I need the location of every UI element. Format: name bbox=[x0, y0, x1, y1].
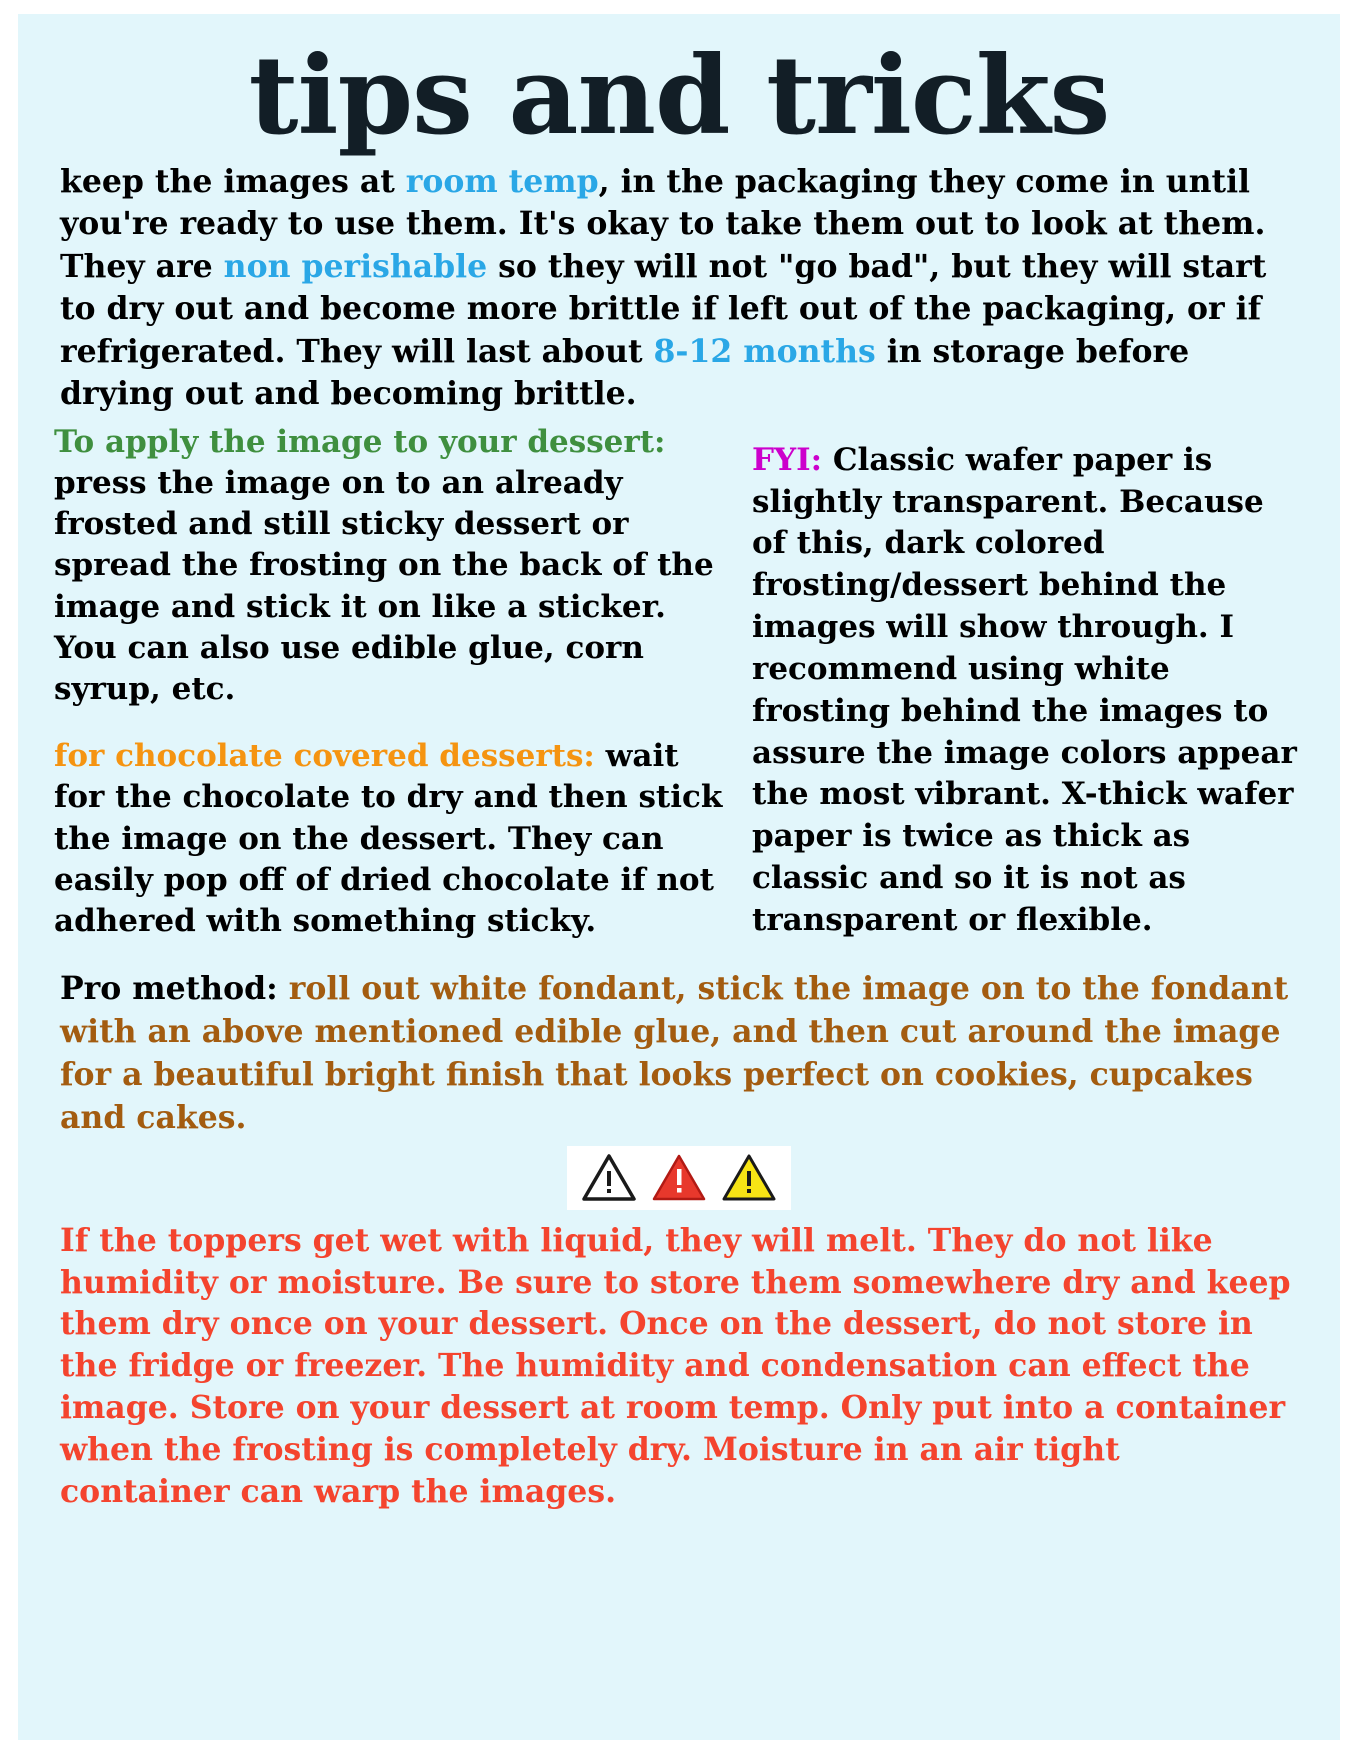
warning-icon-row bbox=[54, 1146, 1304, 1210]
warning-triangle-yellow-icon bbox=[721, 1152, 777, 1204]
apply-heading: To apply the image to your dessert: bbox=[54, 423, 666, 460]
chocolate-body: wait for the chocolate to dry and then stick the image on the dessert. They can easily pop off of dried chocolate if not adhered with something sticky. bbox=[54, 738, 723, 940]
right-column bbox=[752, 422, 1304, 946]
intro-text-1: keep the images at bbox=[60, 162, 406, 200]
tips-and-tricks-card bbox=[18, 14, 1340, 1740]
page-title: tips and tricks bbox=[248, 33, 1110, 159]
pro-method-paragraph bbox=[54, 968, 1304, 1139]
warning-triangle-red-icon bbox=[651, 1152, 707, 1204]
intro-paragraph bbox=[54, 161, 1304, 416]
intro-text-4: in storage before drying out and becoming brittle. bbox=[60, 332, 1190, 413]
warning-icon-box bbox=[567, 1146, 791, 1210]
fyi-paragraph bbox=[752, 440, 1304, 942]
two-column-section bbox=[54, 422, 1304, 947]
intro-highlight-non-perishable: non perishable bbox=[223, 247, 488, 285]
chocolate-heading: for chocolate covered desserts: bbox=[54, 738, 595, 775]
pro-method-body: roll out white fondant, stick the image on to the fondant with an above mentioned edible glue, and then cut around the image for a beautiful bright finish that looks perfect on cookies, cupcakes and cakes. bbox=[60, 970, 1289, 1136]
fyi-body: Classic wafer paper is slightly transparent. Because of this, dark colored frosting/dessert behind the images will show through. I recommend using white frosting behind the images to assure the image colors appear the most vibrant. X-thick wafer paper is twice as thick as classic and so it is not as transparent or flexible. bbox=[752, 441, 1297, 938]
apply-body: press the image on to an already frosted and still sticky dessert or spread the frosting on the back of the image and stick it on like a sticker. You can also use edible glue, corn syrup, etc. bbox=[54, 464, 714, 708]
chocolate-paragraph bbox=[54, 736, 726, 942]
pro-method-label: Pro method: bbox=[60, 970, 278, 1008]
bottom-warning-paragraph: If the toppers get wet with liquid, they will melt. They do not like humidity or moisture. Be sure to store them somewhere dry and keep them dry once on your dessert. Once on the dessert, do not store in the fridge or freezer. The humidity and condensation can effect the image. Store on your dessert at room temp. Only put into a container when the frosting is completely dry. Moisture in an air tight container can warp the images. bbox=[60, 1221, 1291, 1510]
intro-text-2: , in the packaging they come in until you're ready to use them. It's okay to take them out to look at them. They are bbox=[60, 162, 1266, 285]
fyi-label: FYI: bbox=[752, 441, 823, 478]
intro-highlight-room-temp: room temp bbox=[405, 162, 599, 200]
left-column bbox=[54, 422, 726, 947]
intro-highlight-months: 8-12 months bbox=[653, 332, 876, 370]
apply-paragraph bbox=[54, 422, 726, 711]
intro-text-3: so they will not "go bad", but they will start to dry out and become more brittle if left out of the packaging, or if refrigerated. They will last about bbox=[60, 247, 1267, 370]
warning-triangle-outline-icon bbox=[581, 1152, 637, 1204]
